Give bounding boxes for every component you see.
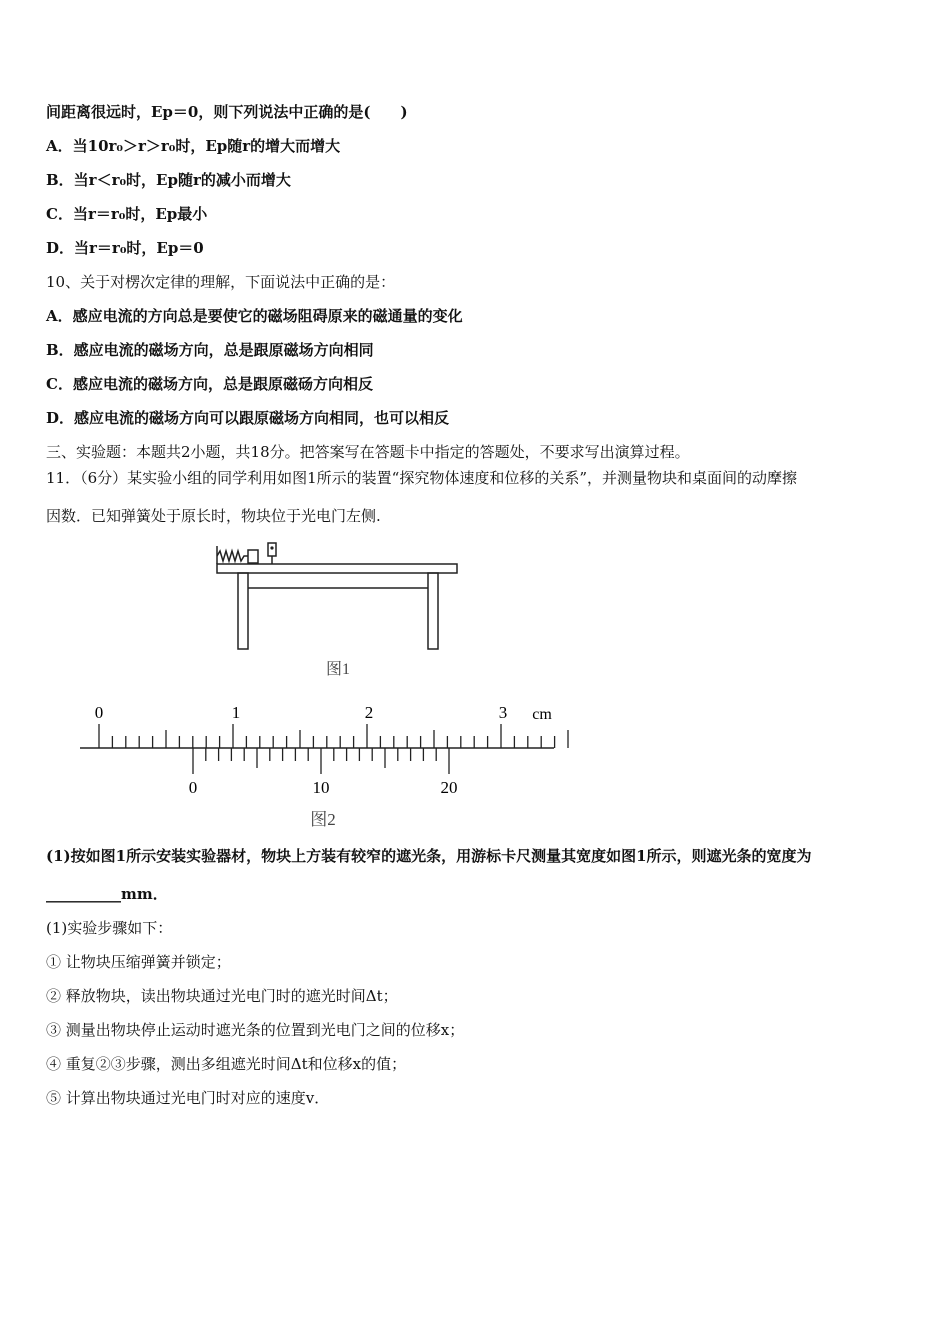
question-9-option-a: A．当10r₀＞r＞r₀时，Ep随r的增大而增大: [46, 137, 341, 155]
vernier-scale-label: 0: [188, 778, 198, 797]
question-9-option-b: B．当r＜r₀时，Ep随r的减小而增大: [46, 171, 291, 189]
figure-2-vernier-caliper: [70, 698, 570, 838]
main-scale-label: 1: [231, 703, 241, 722]
vernier-scale-label: 20: [440, 778, 458, 797]
question-11-stem-line-1: 11．（6分）某实验小组的同学利用如图1所示的装置“探究物体速度和位移的关系”，并测量物块和桌面间的动摩擦: [46, 469, 798, 487]
main-scale-label: 0: [94, 703, 104, 722]
section-3-heading: 三、实验题：本题共2小题，共18分。把答案写在答题卡中指定的答题处，不要求写出演算过程。: [46, 443, 690, 461]
table-leg-left: [238, 573, 248, 649]
unit-label: cm: [532, 706, 552, 723]
figure-1-caption: 图1: [325, 661, 351, 678]
figure-2-caption: 图2: [310, 810, 336, 829]
question-9-stem-line: 间距离很远时，Ep＝0，则下列说法中正确的是( ): [46, 103, 408, 121]
question-10-stem: 10、关于对楞次定律的理解，下面说法中正确的是：: [46, 273, 396, 291]
answer-blank-mm: __________mm．: [46, 885, 168, 903]
spring: [217, 551, 248, 561]
main-scale-label: 3: [498, 703, 508, 722]
question-9-option-d: D．当r＝r₀时，Ep＝0: [46, 239, 204, 257]
table-leg-right: [428, 573, 438, 649]
main-scale-label: 2: [364, 703, 374, 722]
experiment-steps-heading: (1)实验步骤如下：: [46, 919, 173, 937]
step-5: ⑤ 计算出物块通过光电门时对应的速度v．: [46, 1089, 330, 1107]
question-10-option-a: A．感应电流的方向总是要使它的磁场阻碍原来的磁通量的变化: [46, 307, 463, 325]
step-1: ① 让物块压缩弹簧并锁定；: [46, 953, 231, 971]
question-11-part-1-text: (1)按如图1所示安装实验器材，物块上方装有较窄的遮光条，用游标卡尺测量其宽度如图1所示，则遮光条的宽度为: [46, 847, 812, 865]
tabletop: [217, 564, 457, 573]
question-9-option-c: C．当r＝r₀时，Ep最小: [46, 205, 208, 223]
vernier-scale-label: 10: [312, 778, 330, 797]
block: [248, 550, 258, 563]
question-10-option-d: D．感应电流的磁场方向可以跟原磁场方向相同，也可以相反: [46, 409, 450, 427]
figure-1-apparatus: [200, 536, 480, 686]
question-11-stem-line-2: 因数．已知弹簧处于原长时，物块位于光电门左侧.: [46, 507, 381, 525]
step-3: ③ 测量出物块停止运动时遮光条的位置到光电门之间的位移x；: [46, 1021, 465, 1039]
question-10-option-c: C．感应电流的磁场方向，总是跟原磁砀方向相反: [46, 375, 373, 393]
step-4: ④ 重复②③步骤，测出多组遮光时间Δt和位移x的值；: [46, 1055, 407, 1073]
step-2: ② 释放物块，读出物块通过光电门时的遮光时间Δt；: [46, 987, 398, 1005]
question-10-option-b: B．感应电流的磁场方向，总是跟原磁场方向相同: [46, 341, 374, 359]
